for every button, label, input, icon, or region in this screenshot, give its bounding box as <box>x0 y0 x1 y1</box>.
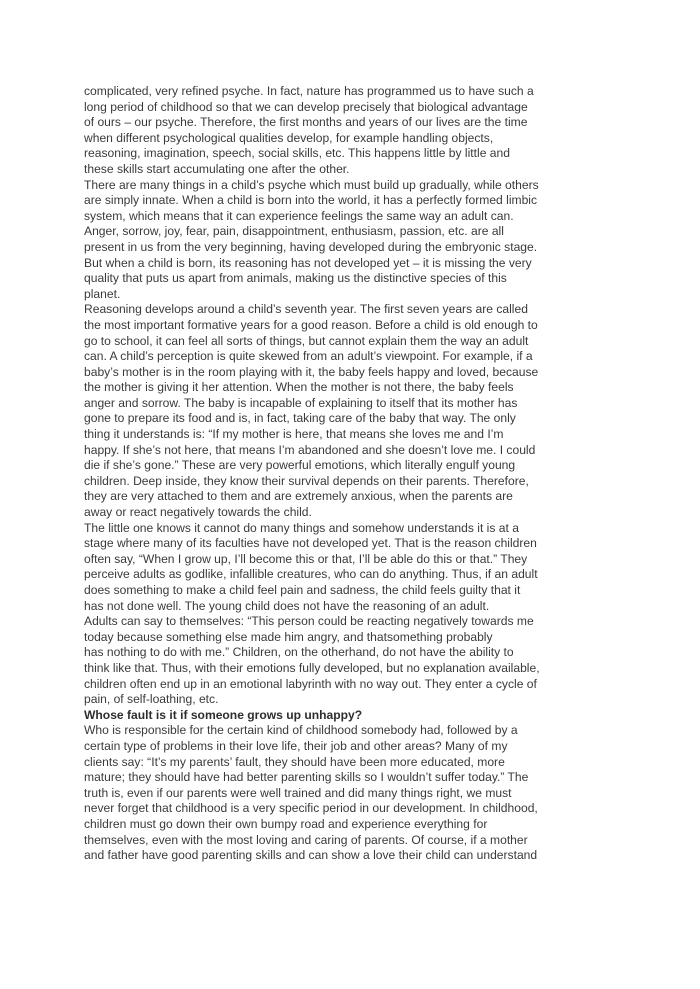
paragraph-adults-reasoning: Adults can say to themselves: “This person could be reacting negatively towards me today because something else made him angry, and thatsomething probably has nothing to do with me.” Children, on the otherhand, do not have the ability to think like that. Thus, with their emotions fully developed, but no explanation available, children often end up in an emotional labyrinth with no way out. They enter a cycle of pain, of self-loathing, etc. <box>84 614 540 707</box>
section-heading: Whose fault is it if someone grows up unhappy? <box>84 707 363 722</box>
paragraph-reasoning-develops: Reasoning develops around a child’s seventh year. The first seven years are called the most important formative years for a good reason. Before a child is old enough to go to school, it can feel all sorts of things, but cannot explain them the way an adult can. A child’s perception is quite skewed from an adult’s viewpoint. For example, if a baby’s mother is in the room playing with it, the baby feels happy and loved, because the mother is giving it her attention. When the mother is not there, the baby feels anger and sorrow. The baby is incapable of explaining to itself that its mother has gone to prepare its food and is, in fact, taking care of the baby that way. The only thing it understands is: “If my mother is here, that means she loves me and I’m happy. If she’s not here, that means I’m abandoned and she doesn’t love me. I could die if she’s gone.” These are very powerful emotions, which literally engulf young children. Deep inside, they know their survival depends on their parents. Therefore, they are very attached to them and are extremely anxious, when the parents are away or react negatively towards the child. <box>84 302 539 520</box>
paragraph-innate-feelings: There are many things in a child’s psyche which must build up gradually, while others are simply innate. When a child is born into the world, it has a perfectly formed limbic system, which means that it can experience feelings the same way an adult can. Anger, sorrow, joy, fear, pain, disappointment, enthusiasm, passion, etc. are all present in us from the very beginning, having developed during the embryonic stage. But when a child is born, its reasoning has not developed yet – it is missing the very quality that puts us apart from animals, making us the distinctive species of this planet. <box>84 177 539 301</box>
paragraph-early-development: complicated, very refined psyche. In fact, nature has programmed us to have such a long period of childhood so that we can develop precisely that biological advantage of ours – our psyche. Therefore, the first months and years of our lives are the time when different psychological qualities develop, for example handling objects, reasoning, imagination, speech, social skills, etc. This happens little by little and these skills start accumulating one after the other. <box>84 84 534 176</box>
paragraph-responsibility: Who is responsible for the certain kind of childhood somebody had, followed by a certain type of problems in their love life, their job and other areas? Many of my clients say: “It’s my parents’ fault, they should have been more educated, more mature; they should have had better parenting skills so I wouldn’t suffer today.” The truth is, even if our parents were well trained and did many things right, we must never forget that childhood is a very specific period in our development. In childhood, children must go down their own bumpy road and experience everything for themselves, even with the most loving and caring of parents. Of course, if a mother and father have good parenting skills and can show a love their child can understand <box>84 723 538 863</box>
document-page <box>84 84 616 864</box>
paragraph-little-one: The little one knows it cannot do many things and somehow understands it is at a stage where many of its faculties have not developed yet. That is the reason children often say, “When I grow up, I’ll become this or that, I’ll be able do this or that.” They perceive adults as godlike, infallible creatures, who can do anything. Thus, if an adult does something to make a child feel pain and sadness, the child feels guilty that it has not done well. The young child does not have the reasoning of an adult. <box>84 520 538 613</box>
